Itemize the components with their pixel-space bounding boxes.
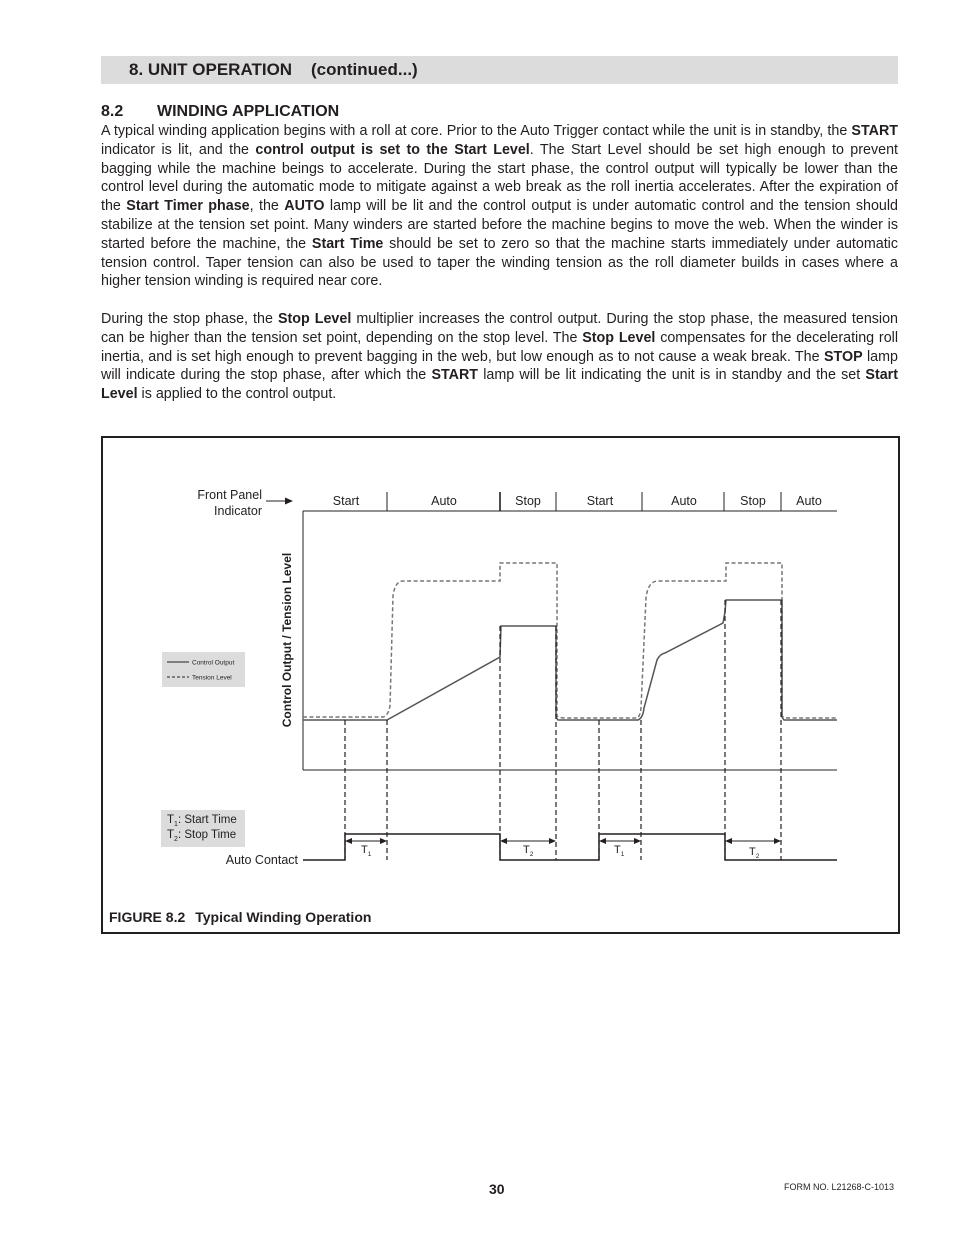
subsection-number: 8.2 [101,103,124,120]
body-text: lamp will indicate during the stop phase, after which the [101,348,898,384]
legend-label-tension-level: Tension Level [192,674,232,682]
figure-typical-winding-operation [101,436,900,934]
page-number: 30 [489,1181,505,1197]
body-text: During the stop phase, the [101,311,278,327]
emphasis-text: STOP [823,348,863,365]
form-number: FORM NO. L21268-C-1013 [784,1182,895,1192]
paragraph-start-phase [101,122,898,291]
phase-label: Auto [671,494,697,508]
phase-label: Stop [740,494,766,508]
body-text: lamp will be lit indicating the unit is in standby and the set [478,367,866,384]
phase-label: Start [332,494,360,508]
body-text: A typical winding application begins with a roll at core. Prior to the Auto Trigger contact while the unit is in standby, the [101,123,852,139]
emphasis-text: START [851,123,898,139]
emphasis-text: AUTO [284,198,325,215]
legend-label-control-output: Control Output [192,659,235,667]
emphasis-text: control output is set to the Start Level [255,141,530,158]
body-text: multiplier increases the control output. During the stop phase, the measured tension can be higher than the tension set point, depending on the stop level. The [101,311,899,346]
control-output-line [303,600,837,720]
phase-label: Start [586,494,614,508]
interval-label: $T_2$ [749,846,760,860]
body-text: indicator is lit, and the [101,141,256,158]
interval-label: $T_2$ [523,844,534,858]
emphasis-text: Stop Level [582,329,656,346]
timer-legend-t1: $T_1$: Start Time [167,814,237,828]
emphasis-text: Stop Level [277,311,352,327]
paragraph-stop-phase [101,310,898,404]
front-panel-label-line2: Indicator [214,504,262,518]
phase-label: Auto [431,494,457,508]
interval-label: $T_1$ [361,844,372,858]
indicator-arrow-icon [266,498,293,505]
body-text: should be set to zero so that the machine starts immediately under automatic tension control. Taper tension can also be used to taper the winding tension as the roll diameter builds in cases where a higher tension winding is required near core. [101,235,898,290]
body-text: , the [249,198,285,215]
front-panel-label-line1: Front Panel [197,488,262,502]
phase-label: Stop [515,494,541,508]
tension-level-line [303,563,837,718]
phase-label: Auto [796,494,822,508]
subsection-title: WINDING APPLICATION [157,103,340,120]
event-markers [345,600,781,860]
emphasis-text: Start Level [101,367,898,403]
y-axis-label: Control Output / Tension Level [280,552,294,728]
body-text: . The Start Level should be set high enough to prevent bagging while the machine beings to accelerate. During the start phase, the control output will typically be lower than the control level during the automatic mode to mitigate against a web break as the roll inertia accelerates. After the expiration of the [101,141,898,215]
body-text: is applied to the control output. [137,386,337,403]
emphasis-text: Start Timer phase [126,198,250,215]
section-title: 8. UNIT OPERATION [129,60,293,79]
figure-caption [109,909,371,925]
section-continued: (continued...) [311,60,418,79]
interval-arrows [345,838,781,844]
emphasis-text: Start Time [311,235,384,252]
interval-label: $T_1$ [614,844,625,858]
body-text: compensates for the decelerating roll inertia, and is set high enough to prevent bagging in the web, but low enough as to not cause a weak break. The [101,329,898,365]
auto-contact-label: Auto Contact [225,853,298,867]
section-header [101,56,898,84]
figure-number: FIGURE 8.2 [109,909,186,925]
body-text: lamp will be lit and the control output is under automatic control and the tension should stabilize at the tension set point. Many winders are started before the machine begins to move the web. When the winder is started before the machine, the [101,198,899,252]
figure-title: Typical Winding Operation [195,909,372,925]
emphasis-text: START [431,367,479,384]
timer-legend-t2: $T_2$: Stop Time [167,829,237,843]
timing-diagram [103,438,898,932]
timer-legend [161,810,245,847]
plot-axes [303,511,837,770]
series-legend [162,652,245,687]
